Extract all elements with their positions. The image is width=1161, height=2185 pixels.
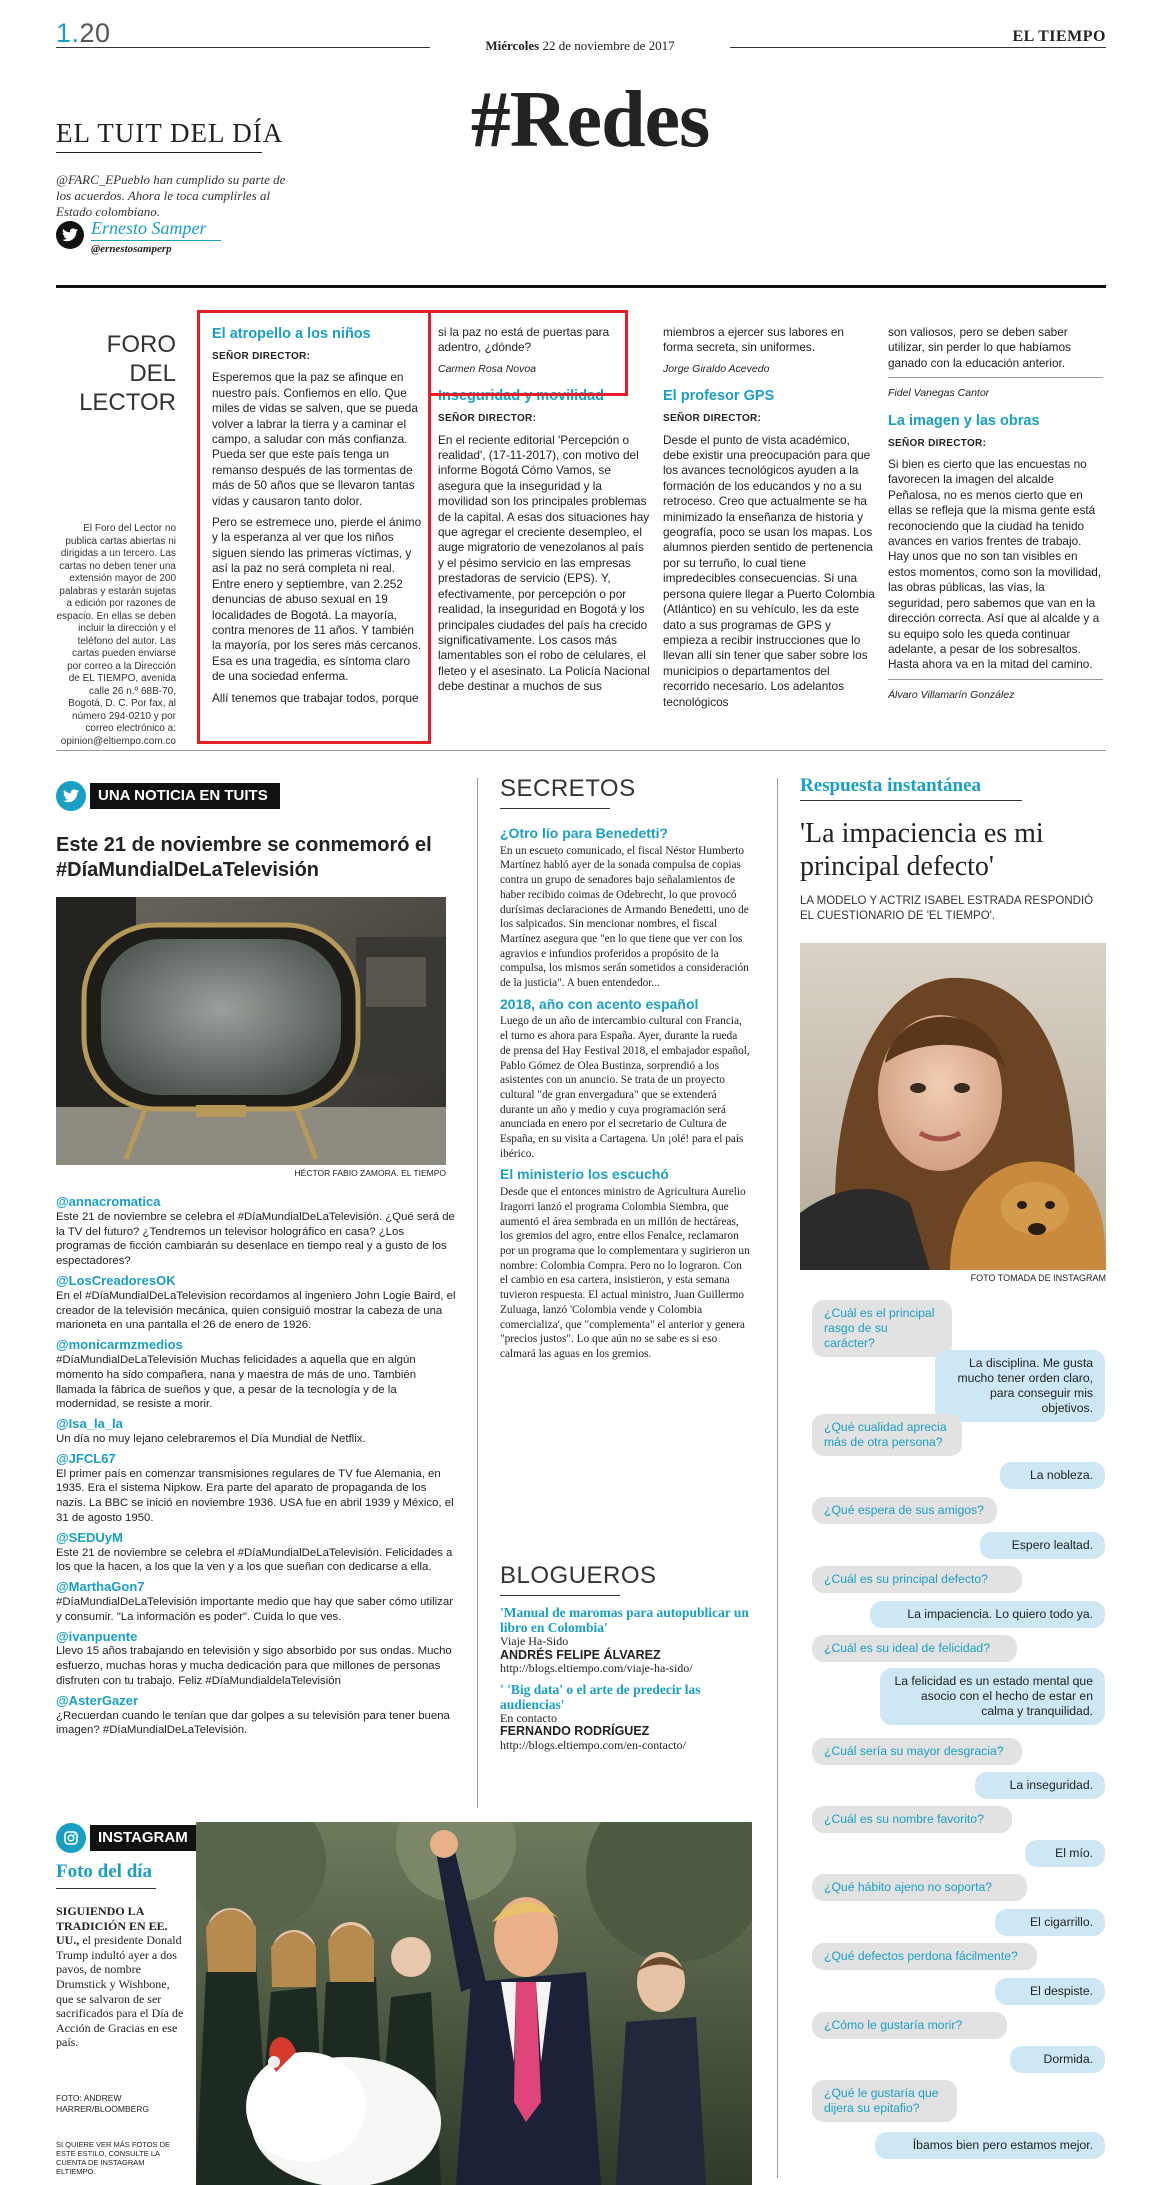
question-bubble: ¿Qué le gustaría que dijera su epitafio? bbox=[812, 2080, 957, 2122]
letter-title: El profesor GPS bbox=[663, 388, 775, 405]
letter-signature: Carmen Rosa Novoa bbox=[438, 362, 537, 375]
foro-note: El Foro del Lector no publica cartas abiertas ni dirigidas a un tercero. Las cartas no deben tener una extensión mayor de 200 palabras y estarán sujetas a edición por razones de espacio. En ellas se deben incluir la dirección y el teléfono del autor. Las cartas pueden enviarse por correo a la Dirección de EL TIEMPO, avenida calle 26 n.º 68B-70, Bogotá, D. C. Por fax, al número 294-0210 y por correo electrónico a: opinion@eltiempo.com.co bbox=[56, 523, 176, 747]
tuit-body: #DíaMundialDeLaTelevisión importante medio que hay que saber cómo utilizar y consumir. "La información es poder". Cuida lo que ves. bbox=[56, 1595, 453, 1623]
foto-del-dia-body: el presidente Donald Trump indultó ayer a dos pavos, de nombre Drumstick y Wishbone, que se salvaron de ser sacrificados para el Día de Acción de Gracias en ese país. bbox=[56, 1933, 184, 2050]
tuits-title: Este 21 de noviembre se conmemoró el #DíaMundialDeLaTelevisión bbox=[56, 834, 432, 881]
letter-paragraph: Si bien es cierto que las encuestas no favorecen la imagen del alcalde Peñalosa, no es menos cierto que en ellas se refleja que la misma gente está reconociendo que la ciudad ha tenido avances en varios frentes de trabajo. Hay unos que no son tan visibles en estos momentos, como son la movilidad, las obras públicas, las vías, la seguridad, pero sabemos que van en la dirección correcta. Así que al alcalde y a su equipo solo les queda continuar adelante, a pesar de los sobresaltos. Hasta ahora va en la mitad del camino. bbox=[888, 457, 1102, 672]
page-number-prefix: 1. bbox=[56, 18, 80, 48]
masthead: EL TIEMPO bbox=[1012, 28, 1106, 45]
tuit-handle[interactable]: @AsterGazer bbox=[56, 1692, 139, 1708]
tuit-body: El primer país en comenzar transmisiones regulares de TV fue Alemania, en 1935. Era el sistema Nipkow. Era parte del aparato de propaganda de los nazis. La BBC se inició en noviembre 1936. USA fue en abril 1939 y México, el 31 de agosto 1950. bbox=[56, 1467, 454, 1524]
date-line bbox=[430, 38, 730, 54]
television-photo bbox=[56, 897, 446, 1165]
question-bubble: ¿Qué cualidad aprecia más de otra persona? bbox=[812, 1414, 962, 1456]
instagram-note: SI QUIERE VER MÁS FOTOS DE ESTE ESTILO, CONSULTE LA CUENTA DE INSTAGRAM ELTIEMPO. bbox=[56, 2140, 171, 2176]
letter-paragraph: En el reciente editorial 'Percepción o realidad', (17-11-2017), con motivo del informe Bogotá Cómo Vamos, se asegura que la inseguridad y la movilidad son los principales problemas de la capital. A esas dos situaciones hay que agregar el creciente desempleo, el auge migratorio de venezolanos al país y el pésimo servicio en las empresas prestadoras de servicio (EPS). Y, efectivamente, por percepción o por realidad, la inseguridad en Bogotá y los principales ciudades del país ha crecido significativamente. Los casos más lamentables son el robo de celulares, el fleteo y el asesinato. La Policía Nacional debe destinar a muchos de sus bbox=[438, 432, 650, 694]
tuit-body: ¿Recuerdan cuando le tenían que dar golpes a su televisión para tener buena imagen? #DíaMundialDeLaTelevisión. bbox=[56, 1709, 450, 1737]
tuit-handle[interactable]: @SEDUyM bbox=[56, 1529, 123, 1545]
question-bubble: ¿Qué hábito ajeno no soporta? bbox=[812, 1874, 1027, 1901]
blogueros-title: BLOGUEROS bbox=[500, 1562, 657, 1589]
secretos-body bbox=[500, 820, 750, 1366]
letter-signature: Jorge Giraldo Acevedo bbox=[663, 362, 770, 375]
tuit-body: Este 21 de noviembre se celebra el #DíaMundialDeLaTelevisión. ¿Qué será de la TV del futuro? ¿Tendremos un televisor holográfico en casa? ¿Los programas de ficción cambiarán su desenlace en tiempo real y a gusto de los espectadores? bbox=[56, 1210, 455, 1268]
secretos-title: SECRETOS bbox=[500, 775, 636, 802]
tuit-handle[interactable]: @LosCreadoresOK bbox=[56, 1272, 176, 1288]
tuit-item bbox=[56, 1452, 456, 1526]
tuit-item bbox=[56, 1195, 456, 1269]
letter-paragraph: Allí tenemos que trabajar todos, porque bbox=[212, 690, 419, 705]
blog-post-title[interactable]: 'Manual de maromas para autopublicar un libro en Colombia' bbox=[500, 1605, 749, 1635]
tuit-body: Llevo 15 años trabajando en televisión y sigo absorbido por sus ondas. Mucho esfuerzo, muchas horas y mucha dedicación para que millones de personas disfruten con tu trabajo. Feliz #DíaMundialdelaTelevisión bbox=[56, 1645, 452, 1687]
foto-del-dia-text bbox=[56, 1904, 186, 2050]
answer-bubble: El cigarrillo. bbox=[995, 1909, 1105, 1936]
question-bubble: ¿Cuál sería su mayor desgracia? bbox=[812, 1738, 1022, 1765]
section-rule bbox=[56, 285, 1106, 288]
secreto-text: En un escueto comunicado, el fiscal Néstor Humberto Martínez habló ayer de la sonada compulsa de copias contra un grupo de senadores bajo señalamientos de haber recibido coimas de Odebrecht, lo que provocó durísimas declaraciones de Armando Benedetti, uno de los salpicados. Sin mencionar nombres, el fiscal Martínez asegura que "en lo que tiene que ver con los agravios e infundios proferidos a propósito de la compulsa, los mismos serán sometidos a consideración de la justicia". A buen entendedor... bbox=[500, 844, 749, 990]
answer-bubble: Espero lealtad. bbox=[980, 1532, 1105, 1559]
tuit-author[interactable]: Ernesto Samper bbox=[91, 218, 207, 238]
instagram-badge bbox=[56, 1823, 200, 1853]
letter-title: La imagen y las obras bbox=[888, 412, 1040, 429]
letter-title: El atropello a los niños bbox=[212, 326, 371, 342]
answer-bubble: Dormida. bbox=[1010, 2046, 1105, 2073]
photo-credit: FOTO TOMADA DE INSTAGRAM bbox=[970, 1273, 1106, 1283]
foro-separator bbox=[56, 750, 1106, 751]
tuit-item bbox=[56, 1694, 456, 1738]
foro-title-line1: FORO DEL bbox=[106, 331, 176, 387]
secreto-title: 2018, año con acento español bbox=[500, 995, 699, 1012]
secreto-title: ¿Otro lío para Benedetti? bbox=[500, 825, 669, 841]
question-bubble: ¿Cuál es su principal defecto? bbox=[812, 1566, 1022, 1593]
blog-url[interactable]: http://blogs.eltiempo.com/en-contacto/ bbox=[500, 1737, 686, 1752]
question-bubble: ¿Qué defectos perdona fácilmente? bbox=[812, 1943, 1037, 1970]
blog-name: En contacto bbox=[500, 1710, 557, 1725]
tuit-handle[interactable]: @annacromatica bbox=[56, 1194, 161, 1209]
tuit-item bbox=[56, 1338, 456, 1412]
question-bubble: ¿Cómo le gustaría morir? bbox=[812, 2012, 1007, 2039]
column-divider bbox=[477, 778, 478, 1808]
tuit-body: Un día no muy lejano celebraremos el Día Mundial de Netflix. bbox=[56, 1432, 366, 1445]
secreto-text: Desde que el entonces ministro de Agricultura Aurelio Iragorri lanzó el programa Colombia Siembra, que aumentó el área sembrada en un millón de hectáreas, los gremios del agro, entre ellos Fenalce, reclamaron por un programa que lo complementara y sugirieron un nombre: Colombia Compra. Pero no lo lograron. Con el cambio en esa cartera, insistieron, y esta semana tuvieron respuesta. El actual ministro, Juan Guillermo Zuluaga, lanzó 'Colombia vende y Colombia comercializa', que "complementa" el anterior y genera "precios justos". Lo que aún no se sabe es si eso calmará las aguas en los gremios. bbox=[500, 1186, 750, 1360]
date-weekday: Miércoles bbox=[485, 38, 540, 53]
letter-signature: Álvaro Villamarín González bbox=[888, 688, 1015, 701]
tuit-del-dia-heading: EL TUIT DEL DÍA bbox=[56, 118, 284, 148]
instagram-icon bbox=[56, 1823, 86, 1853]
answer-bubble: La felicidad es un estado mental que asocio con el hecho de estar en calma y tranquilidad. bbox=[880, 1668, 1105, 1725]
page-number-suffix: 20 bbox=[79, 18, 111, 48]
blog-post-title[interactable]: ' 'Big data' o el arte de predecir las audiencias' bbox=[500, 1681, 701, 1712]
tuit-text: @FARC_EPueblo han cumplido su parte de los acuerdos. Ahora le toca cumplirles al Estado colombiano. bbox=[56, 172, 286, 219]
answer-bubble: La nobleza. bbox=[1000, 1462, 1105, 1489]
respuesta-deck: LA MODELO Y ACTRIZ ISABEL ESTRADA RESPONDIÓ EL CUESTIONARIO DE 'EL TIEMPO'. bbox=[800, 895, 1094, 922]
letter-salutation: SEÑOR DIRECTOR: bbox=[212, 351, 311, 362]
blog-author: ANDRÉS FELIPE ÁLVAREZ bbox=[500, 1647, 661, 1662]
column-divider bbox=[777, 778, 778, 2178]
respuesta-headline: 'La impaciencia es mi principal defecto' bbox=[800, 818, 1044, 882]
section-title: #Redes bbox=[470, 76, 710, 164]
question-bubble: ¿Qué espera de sus amigos? bbox=[812, 1497, 997, 1524]
answer-bubble: Íbamos bien pero estamos mejor. bbox=[875, 2132, 1105, 2159]
tuit-item bbox=[56, 1274, 456, 1333]
tuit-list bbox=[56, 1190, 456, 1738]
tuit-item bbox=[56, 1531, 456, 1575]
answer-bubble: La impaciencia. Lo quiero todo ya. bbox=[870, 1601, 1105, 1628]
letter-title: Inseguridad y movilidad bbox=[438, 388, 604, 405]
blog-name: Viaje Ha-Sido bbox=[500, 1634, 569, 1648]
blog-author: FERNANDO RODRÍGUEZ bbox=[500, 1724, 650, 1738]
letter-paragraph: Esperemos que la paz se afinque en nuestro país. Confiemos en ello. Que miles de vidas se salven, que se pueda volver a labrar la tierra y a caminar el campo, a saludar con más confianza. Pueda ser que este país tenga un remanso después de las tormentas de más de 50 años que se llevaron tantas vidas y causaron tanto dolor. bbox=[212, 370, 418, 508]
portrait-photo bbox=[800, 943, 1106, 1270]
tuit-heading-rule bbox=[56, 152, 262, 153]
question-bubble: ¿Cuál es su nombre favorito? bbox=[812, 1806, 1012, 1833]
letter-continuation: si la paz no está de puertas para adentro, ¿dónde? bbox=[438, 325, 610, 355]
foro-column-3 bbox=[663, 325, 875, 716]
tuit-handle[interactable]: @JFCL67 bbox=[56, 1450, 116, 1466]
letter-salutation: SEÑOR DIRECTOR: bbox=[888, 437, 987, 449]
tuit-handle[interactable]: @monicarmzmedios bbox=[56, 1337, 183, 1353]
date-rest: 22 de noviembre de 2017 bbox=[539, 38, 675, 53]
foto-del-dia-rule bbox=[56, 1888, 156, 1889]
twitter-icon bbox=[56, 781, 86, 811]
letter-continuation: miembros a ejercer sus labores en forma secreta, sin uniformes. bbox=[663, 325, 844, 355]
foro-column-4 bbox=[888, 325, 1103, 713]
tuit-item bbox=[56, 1630, 456, 1689]
blogueros-body bbox=[500, 1605, 760, 1758]
letter-paragraph: Desde el punto de vista académico, debe existir una preocupación para que los avances tecnológicos ayuden a la formación de los educandos y no a su retroceso. Creo que actualmente se ha minimizado la enseñanza de historia y geografía, poco se usan los mapas. Los alumnos pierden sentido de pertenencia por su terruño, lo cual tiene impredecibles consecuencias. Si una persona quiere llegar a Puerto Colombia (Atlántico) en su vehículo, les da este dato a sus programas de GPS y empieza a recibir instrucciones que lo llevan allí sin tener que saber sobre los municipios o departamentos del recorrido necesario. Los adelantos tecnológicos bbox=[663, 432, 875, 709]
tuits-badge-label: UNA NOTICIA EN TUITS bbox=[90, 783, 280, 809]
foro-title bbox=[56, 330, 176, 417]
foro-title-line2: LECTOR bbox=[79, 389, 176, 416]
highlight-box bbox=[431, 310, 628, 396]
answer-bubble: La inseguridad. bbox=[975, 1772, 1105, 1799]
signature-rule bbox=[888, 377, 1103, 378]
instagram-photo bbox=[196, 1822, 752, 2185]
photo-credit: HÉCTOR FABIO ZAMORA. EL TIEMPO bbox=[294, 1168, 446, 1178]
answer-bubble: El despiste. bbox=[995, 1978, 1105, 2005]
secretos-rule bbox=[500, 808, 610, 809]
answer-bubble: La disciplina. Me gusta mucho tener orden claro, para conseguir mis objetivos. bbox=[935, 1350, 1105, 1422]
tuits-badge bbox=[56, 781, 280, 811]
respuesta-title: Respuesta instantánea bbox=[800, 775, 982, 796]
highlight-box bbox=[197, 310, 431, 744]
tuit-item bbox=[56, 1580, 456, 1624]
answer-bubble: El mío. bbox=[1025, 1840, 1105, 1867]
instagram-badge-label: INSTAGRAM bbox=[90, 1825, 200, 1851]
photo-credit: FOTO: ANDREW HARRER/BLOOMBERG bbox=[56, 2093, 150, 2114]
letter-salutation: SEÑOR DIRECTOR: bbox=[663, 413, 762, 425]
letter-continuation: son valiosos, pero se deben saber utilizar, sin perder lo que habíamos ganado con la educación anterior. bbox=[888, 325, 1071, 370]
tuit-author-rule bbox=[91, 240, 221, 241]
tuit-body: #DíaMundialDeLaTelevisión Muchas felicidades a aquella que en algún momento ha sido compañera, nana y maestra de más de uno. También llamada la fábrica de sueños y que, a pesar de la tecnología y de la modernidad, se resiste a morir. bbox=[56, 1353, 417, 1411]
letter-signature: Fidel Vanegas Cantor bbox=[888, 387, 990, 400]
question-bubble: ¿Cuál es el principal rasgo de su carácter? bbox=[812, 1300, 952, 1357]
tuit-handle[interactable]: @MarthaGon7 bbox=[56, 1579, 145, 1595]
page-number bbox=[56, 18, 111, 49]
foto-del-dia-lead: SIGUIENDO LA TRADICIÓN EN EE. UU., bbox=[56, 1904, 168, 1948]
twitter-icon bbox=[56, 221, 84, 249]
letter-paragraph: Pero se estremece uno, pierde el ánimo y la esperanza al ver que los niños siguen siendo las primeras víctimas, y así la paz no será completa ni real. Entre enero y septiembre, van 2.252 denuncias de abuso sexual en 19 localidades de Bogotá. La mayoría, contra menores de 11 años. Y también la mayoría, por los seres más cercanos. Esa es una tragedia, es síntoma claro de una sociedad enferma. bbox=[212, 515, 422, 684]
tuit-handle[interactable]: @Isa_la_la bbox=[56, 1416, 123, 1432]
blog-url[interactable]: http://blogs.eltiempo.com/viaje-ha-sido/ bbox=[500, 1661, 693, 1675]
tuit-body: Este 21 de noviembre se celebra el #DíaMundialDeLaTelevisión. Felicidades a los que la hacen, a los que la ven y a los que sueñan con dedicarse a ella. bbox=[56, 1546, 453, 1574]
question-bubble: ¿Cuál es su ideal de felicidad? bbox=[812, 1635, 1017, 1662]
respuesta-rule bbox=[800, 800, 1022, 801]
tuit-body: En el #DíaMundialDeLaTelevision recordamos al ingeniero John Logie Baird, el creador de la televisión mecánica, quien consiguió mostrar la cabeza de una marioneta en una pantalla el 26 de enero de 1926. bbox=[56, 1289, 456, 1332]
secreto-title: El ministerio los escuchó bbox=[500, 1166, 669, 1183]
foto-del-dia-title: Foto del día bbox=[56, 1861, 153, 1882]
blogueros-rule bbox=[500, 1595, 620, 1596]
signature-rule bbox=[888, 679, 1103, 680]
tuit-handle[interactable]: @ivanpuente bbox=[56, 1628, 138, 1644]
tuit-handle[interactable]: @ernestosamperp bbox=[91, 243, 172, 255]
tuit-item bbox=[56, 1417, 456, 1447]
letter-salutation: SEÑOR DIRECTOR: bbox=[438, 413, 537, 425]
secreto-text: Luego de un año de intercambio cultural con Francia, el turno es ahora para España. Ayer, durante la rueda de prensa del Hay Festival 2018, el embajador español, Pablo Gómez de Olea Bustinza, sorprendió a los asistentes con un anuncio. Se trata de un proyecto cultural "de gran envergadura" que se extenderá durante un año y medio y cuya programación será anunciada en enero por el secretario de Cultura de España, en su visita a Cartagena. Un ¡olé! para el país ibérico. bbox=[500, 1015, 750, 1160]
